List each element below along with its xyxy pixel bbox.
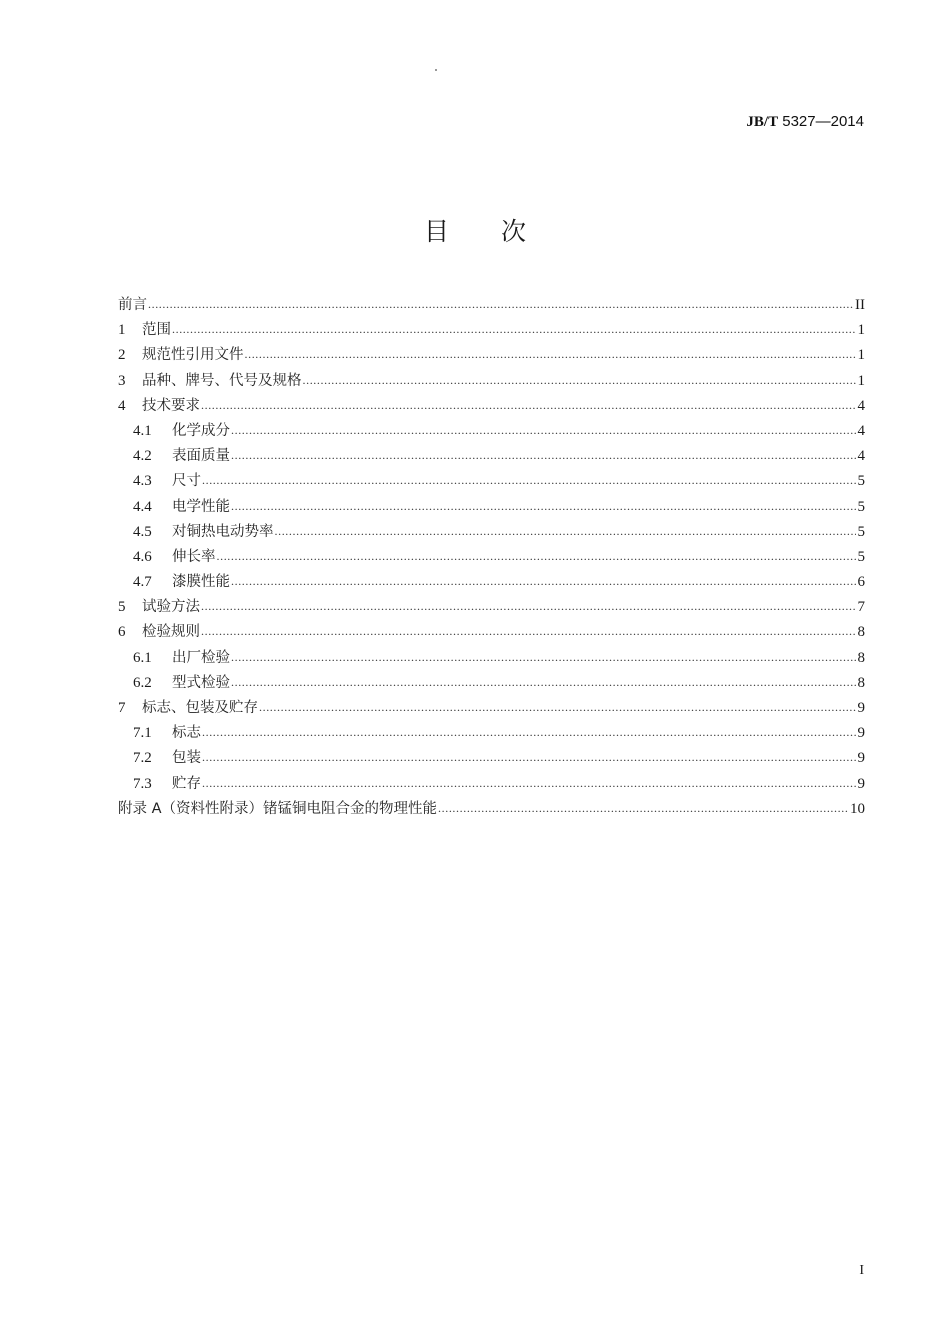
scan-speck xyxy=(435,69,437,71)
dot-leader xyxy=(438,795,849,821)
toc-entry-page: 9 xyxy=(857,775,865,792)
toc-entry[interactable] xyxy=(118,670,865,695)
toc-entry-title: 电学性能 xyxy=(172,498,230,515)
dot-leader xyxy=(172,316,856,342)
toc-entry-title: 尺寸 xyxy=(172,473,201,490)
toc-entry-number: 6.1 xyxy=(133,649,152,666)
toc-entry[interactable] xyxy=(118,619,865,644)
dot-leader xyxy=(201,618,856,644)
dot-leader xyxy=(202,744,856,770)
toc-entry-title: 技术要求 xyxy=(142,397,200,414)
toc-entry-number: 6 xyxy=(118,624,126,641)
toc-entry-page: 10 xyxy=(850,800,865,817)
toc-entry[interactable] xyxy=(118,645,865,670)
title-char-2: 次 xyxy=(501,217,527,246)
toc-entry-title: 试验方法 xyxy=(142,599,200,616)
toc-entry-title: 出厂检验 xyxy=(172,649,230,666)
dot-leader xyxy=(202,467,856,493)
toc-entry-number: 4.7 xyxy=(133,574,152,591)
dot-leader xyxy=(303,367,857,393)
dot-leader xyxy=(231,669,856,695)
toc-entry-number: 1 xyxy=(118,322,126,339)
toc-entry[interactable] xyxy=(118,745,865,770)
toc-entry-number: 7.3 xyxy=(133,775,152,792)
standard-prefix: JB/T xyxy=(746,114,779,130)
dot-leader xyxy=(202,719,856,745)
dot-leader xyxy=(148,291,854,317)
toc-entry-title: 标志 xyxy=(172,725,201,742)
toc-entry-title: 型式检验 xyxy=(172,674,230,691)
page-title xyxy=(0,212,950,248)
toc-entry[interactable] xyxy=(118,771,865,796)
toc-entry-title: 对铜热电动势率 xyxy=(172,523,274,540)
toc-entry-title: 附录 A（资料性附录）锗锰铜电阻合金的物理性能 xyxy=(118,800,438,817)
toc-entry-title: 贮存 xyxy=(172,775,201,792)
toc-entry-page: 8 xyxy=(857,624,865,641)
dot-leader xyxy=(231,568,856,594)
toc-entry-page: 9 xyxy=(857,700,865,716)
toc-entry-number: 4.1 xyxy=(133,422,152,439)
toc-entry-page: 8 xyxy=(857,649,865,666)
toc-entry-number: 5 xyxy=(118,599,126,616)
toc-entry-number: 4.5 xyxy=(133,523,152,540)
toc-entry-title: 化学成分 xyxy=(172,422,230,439)
toc-entry-number: 6.2 xyxy=(133,674,152,691)
dot-leader xyxy=(231,417,856,443)
toc-entry-number: 7.1 xyxy=(133,725,152,742)
toc-entry-title: 表面质量 xyxy=(172,448,230,465)
toc-entry-number: 7.2 xyxy=(133,750,152,767)
dot-leader xyxy=(231,644,856,670)
toc-entry-title: 漆膜性能 xyxy=(172,574,230,591)
toc-entry[interactable] xyxy=(118,594,865,619)
dot-leader xyxy=(259,694,856,720)
toc-entry-page: 5 xyxy=(857,548,865,565)
dot-leader xyxy=(275,518,857,544)
dot-leader xyxy=(202,770,856,796)
toc-entry-title: 前言 xyxy=(118,297,147,313)
toc-entry[interactable] xyxy=(118,544,865,569)
toc-entry-page: 8 xyxy=(857,674,865,691)
toc-entry-page: II xyxy=(855,297,865,313)
table-of-contents xyxy=(118,292,865,821)
toc-entry[interactable] xyxy=(118,292,865,317)
standard-number xyxy=(746,113,864,131)
toc-entry-page: 5 xyxy=(857,523,865,540)
toc-entry-title: 伸长率 xyxy=(172,548,216,565)
dot-leader xyxy=(201,392,856,418)
toc-entry[interactable] xyxy=(118,317,865,342)
toc-entry-page: 1 xyxy=(857,322,865,339)
dot-leader xyxy=(245,341,857,367)
toc-entry[interactable] xyxy=(118,519,865,544)
toc-entry[interactable] xyxy=(118,796,865,821)
standard-code: 5327—2014 xyxy=(782,113,864,130)
toc-entry-number: 4.6 xyxy=(133,548,152,565)
dot-leader xyxy=(231,493,856,519)
toc-entry-page: 4 xyxy=(857,448,865,465)
toc-entry[interactable] xyxy=(118,695,865,720)
toc-entry-page: 9 xyxy=(857,725,865,742)
toc-entry[interactable] xyxy=(118,368,865,393)
toc-entry-number: 7 xyxy=(118,700,126,716)
toc-entry[interactable] xyxy=(118,569,865,594)
toc-entry-title: 标志、包装及贮存 xyxy=(142,700,258,716)
toc-entry-page: 9 xyxy=(857,750,865,767)
page-folio: I xyxy=(859,1263,864,1278)
toc-entry-page: 4 xyxy=(857,397,865,414)
toc-entry[interactable] xyxy=(118,468,865,493)
toc-entry-title: 包装 xyxy=(172,750,201,767)
toc-entry-title: 检验规则 xyxy=(142,624,200,641)
toc-entry-number: 3 xyxy=(118,372,126,389)
toc-entry-page: 5 xyxy=(857,473,865,490)
dot-leader xyxy=(217,543,857,569)
toc-entry[interactable] xyxy=(118,393,865,418)
toc-entry-page: 7 xyxy=(857,599,865,616)
toc-entry-page: 5 xyxy=(857,498,865,515)
toc-entry-title: 范围 xyxy=(142,322,171,339)
toc-entry[interactable] xyxy=(118,494,865,519)
toc-entry-page: 6 xyxy=(857,574,865,591)
toc-entry-page: 1 xyxy=(857,347,865,364)
toc-entry-title: 规范性引用文件 xyxy=(142,347,244,364)
toc-entry[interactable] xyxy=(118,720,865,745)
toc-entry-page: 1 xyxy=(857,372,865,389)
dot-leader xyxy=(231,442,856,468)
toc-entry-page: 4 xyxy=(857,422,865,439)
toc-entry-number: 4.2 xyxy=(133,448,152,465)
toc-entry-number: 4.3 xyxy=(133,473,152,490)
dot-leader xyxy=(201,593,856,619)
toc-entry[interactable] xyxy=(118,418,865,443)
toc-entry-number: 2 xyxy=(118,347,126,364)
toc-entry[interactable] xyxy=(118,342,865,367)
title-char-1: 目 xyxy=(423,217,449,246)
toc-entry-number: 4.4 xyxy=(133,498,152,515)
toc-entry[interactable] xyxy=(118,443,865,468)
toc-entry-title: 品种、牌号、代号及规格 xyxy=(142,372,302,389)
toc-entry-number: 4 xyxy=(118,397,126,414)
